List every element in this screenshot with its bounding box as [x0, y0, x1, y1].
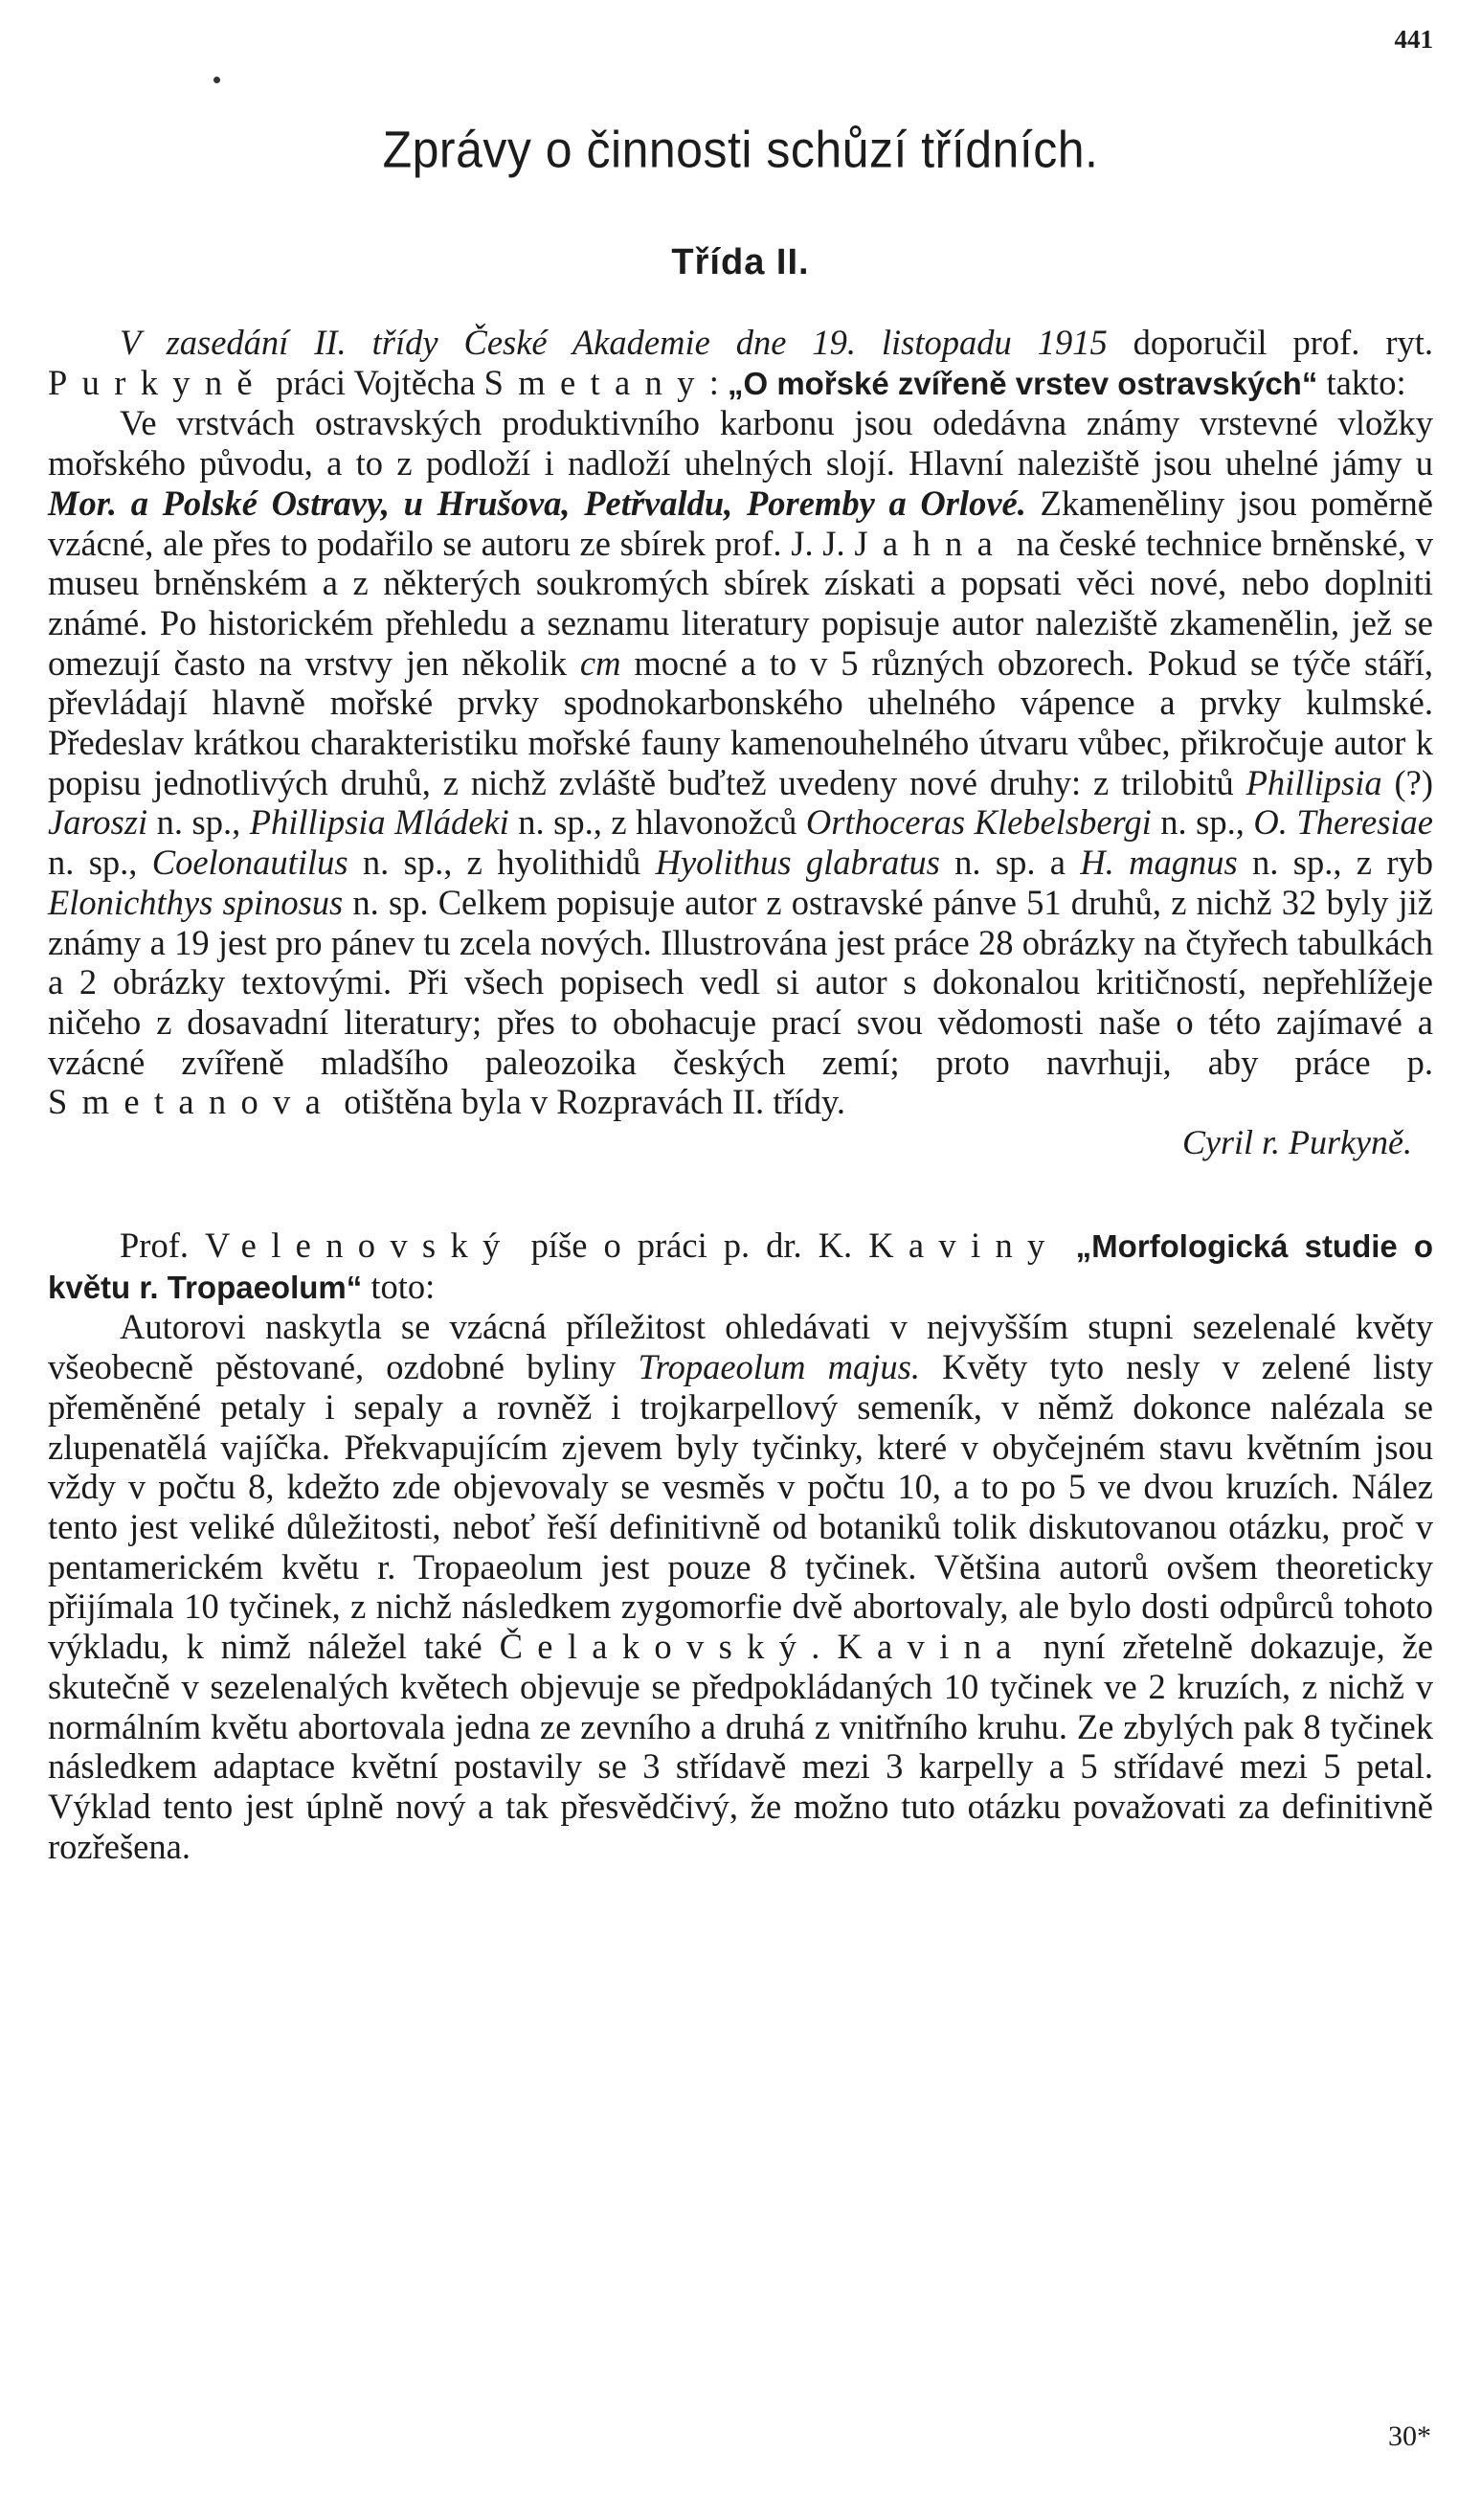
body-text: n. sp., [1151, 802, 1254, 843]
body-text: Zkameněliny jsou poměrně vzácné, ale přes to podařilo se autoru ze sbírek prof. J. J. [48, 483, 1433, 563]
section-gap [48, 1162, 1433, 1226]
species-name: Hyolithus glabratus [655, 843, 940, 883]
report1-text-d: takto: [1317, 362, 1406, 402]
species-name: Jaroszi [48, 802, 148, 843]
class-heading: Třída II. [671, 242, 810, 282]
species-name: Phillipsia [1245, 762, 1382, 802]
species-name: Phillipsia Mládeki [249, 802, 509, 843]
body-text: n. sp., [147, 802, 250, 843]
body-text: (?) [1381, 762, 1434, 802]
page-content [48, 120, 1433, 1866]
page-title: Zprávy o činnosti schůzí třídních. [382, 120, 1099, 179]
recommender-name: Purkyně [48, 362, 267, 402]
body-text: n. sp. Celkem popisuje autor z ostravské pánve 51 druhů, z nichž 32 byly již známy a 19 jest pro pánev tu zcela nových. Illustrována jest práce 28 obrázky na čtyřech tabulkách a 2 obrázky textovými. Při všech popisech vedl si autor s dokonalou kritičností, nepřehlížeje ničeho z dosavadní literatury; přes to obohacuje prací svou vědomosti naše o této zajímavé a vzácné zvířeně mladšího paleozoika českých zemí; proto navrhuji, aby práce p. [48, 882, 1433, 1082]
print-speck [213, 77, 220, 83]
collector-name: Jahna [854, 523, 1008, 563]
paper-title: „O mořské zvířeně vrstev ostravských“ [728, 365, 1318, 401]
body-text: n. sp., z ryb [1237, 843, 1433, 883]
body-text: . [811, 1627, 838, 1667]
plant-name: Tropaeolum majus. [638, 1347, 920, 1387]
body-text: nyní zřetelně dokazuje, že skutečně v sezelenalých květech objevuje se předpokládaných 10 tyčinek ve 2 kruzích, z nichž v normálním květu abortovala jedna ze zevního a druhá z vnitřního kruhu. Ze zbylých pak 8 tyčinek následkem adaptace květní postavily se 3 střídavě mezi 3 karpelly a 5 střídavé mezi 5 petal. Výklad tento jest úplně nový a tak přesvědčivý, že možno tuto otázku považovati za definitivně rozřešena. [48, 1627, 1434, 1866]
page-number: 441 [1394, 25, 1433, 54]
report1-text-a: doporučil prof. ryt. [1107, 323, 1433, 362]
author-name: Kavina [837, 1627, 1026, 1667]
body-text [1060, 1226, 1076, 1265]
author-name: Kaviny [868, 1226, 1060, 1266]
body-text: n. sp. a [939, 843, 1081, 883]
author-name: Smetany [483, 362, 709, 402]
body-text: Květy tyto nesly v zelené listy přeměněné petaly i sepaly a rovněž i trojkarpellový semeník, v němž dokonce nalézala se zlupenatělá vajíčka. Překvapujícím zjevem byly tyčinky, které v obyčejném stavu květním jsou vždy v počtu 8, kdežto zde objevovaly se vesměs v počtu 10, a to po 5 ve dvou kruzích. Nález tento jest veliké důležitosti, neboť řeší definitivně od botaniků tolik diskutovanou otázku, proč v pentamerickém květu r. Tropaeolum jest pouze 8 tyčinek. Většina autorů ovšem theoreticky přijímala 10 tyčinek, z nichž následkem zygomorfie dvě abortovaly, ale bylo dosti odpůrců tohoto výkladu, k nimž náležel také [48, 1347, 1433, 1667]
meeting-date: V zasedání II. třídy České Akademie dne 19. listopadu 1915 [120, 323, 1108, 362]
body-text: n. sp., z hlavonožců [508, 802, 806, 843]
species-name: H. magnus [1080, 843, 1238, 883]
report1-text-b: práci Vojtěcha [266, 362, 484, 402]
reviewer-name: Velenovský [205, 1226, 515, 1266]
body-text: Prof. [120, 1226, 206, 1266]
body-text: Ve vrstvách ostravských produktivního karbonu jsou odedávna známy vrstevné vložky mořského původu, a to z podloží i nadloží uhelných slojí. Hlavní naleziště jsou uhelné jámy u [48, 403, 1433, 484]
species-name: O. Theresiae [1253, 802, 1433, 843]
author-name: Smetanova [48, 1082, 336, 1122]
body-text: otištěna byla v Rozpravách II. třídy. [335, 1082, 845, 1122]
body-text: toto: [362, 1266, 436, 1306]
species-name: Coelonautilus [151, 843, 348, 883]
body-text: n. sp., [48, 843, 152, 883]
report1-text-c: : [708, 362, 728, 402]
body-text: na české technice brněnské, v museu brněnském a z některých soukromých sbírek získati a popsati věci nové, nebo doplniti známé. Po historickém přehledu a seznamu literatury popisuje autor naleziště zkamenělin, jež se omezují často na vrstvy jen několik [48, 523, 1433, 683]
localities: Mor. a Polské Ostravy, u Hrušova, Petřvaldu, Poremby a Orlové. [48, 483, 1026, 523]
unit-cm: cm [579, 642, 621, 683]
botanist-name: Čelakovský [499, 1627, 812, 1667]
body-text: mocné a to v 5 různých obzorech. Pokud se týče stáří, převládají hlavně mořské prvky spodnokarbonského uhelného vápence a prvky kulmské. Předeslav krátkou charakteristiku mořské fauny kamenouhelného útvaru vůbec, přikročuje autor k popisu jednotlivých druhů, z nichž zvláště buďtež uvedeny nové druhy: z trilobitů [48, 642, 1433, 802]
body-text: n. sp., z hyolithidů [348, 843, 656, 883]
report1-intro [48, 323, 1433, 403]
signature-mark: 30* [1388, 2420, 1431, 2452]
species-name: Orthoceras Klebelsbergi [805, 802, 1152, 843]
report2-body [48, 1307, 1433, 1866]
report1-body [48, 403, 1433, 1122]
body-text: píše o práci p. dr. K. [514, 1226, 869, 1266]
report2-intro [48, 1226, 1433, 1307]
signature: Cyril r. Purkyně. [1182, 1123, 1412, 1162]
body-text: Autorovi naskytla se vzácná příležitost ohledávati v nejvyšším stupni sezelenalé květy všeobecně pěstované, ozdobné byliny [48, 1307, 1433, 1387]
paper-title: „Morfologická studie o květu r. Tropaeolum“ [48, 1228, 1433, 1305]
species-name: Elonichthys spinosus [48, 882, 344, 922]
